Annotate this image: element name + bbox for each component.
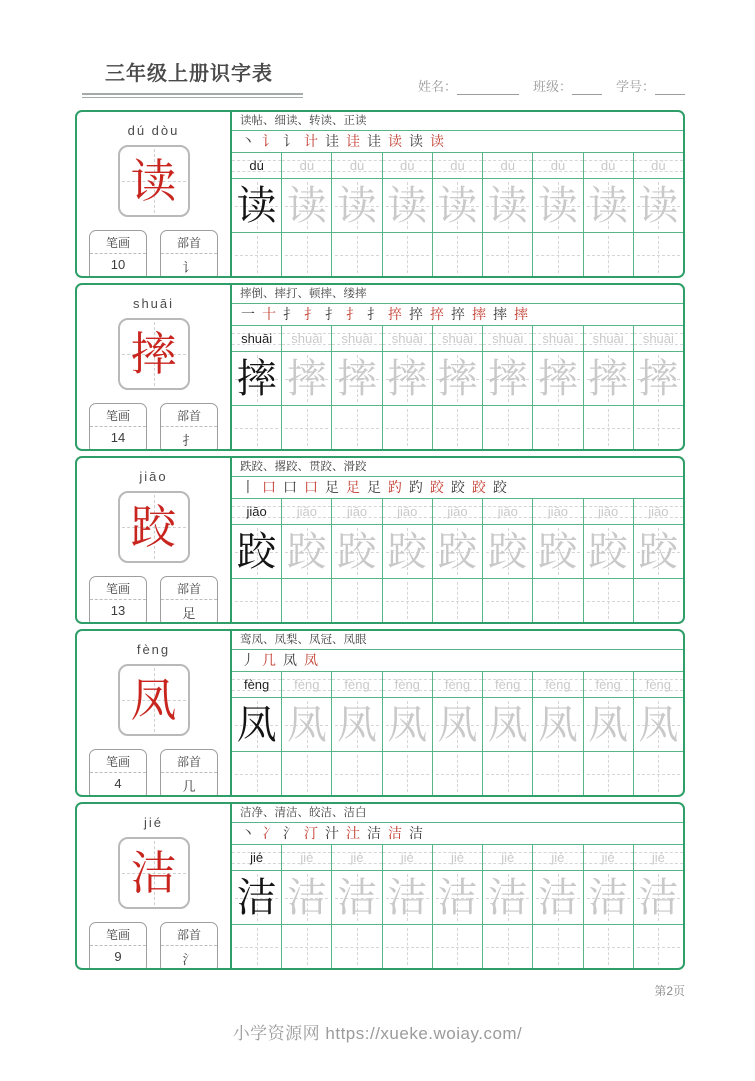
- stroke-count-value: 14: [110, 430, 126, 445]
- empty-writing-cell: [282, 233, 332, 276]
- stroke-step: 凤: [304, 652, 318, 669]
- empty-writing-cell: [383, 925, 433, 968]
- stroke-step: 口: [283, 479, 297, 496]
- character-trace-cell: 凤: [634, 698, 683, 751]
- character-trace-cell: 洁: [433, 871, 483, 924]
- character-trace-cell: 摔: [584, 352, 634, 405]
- character-model-cell: 摔: [232, 352, 282, 405]
- empty-writing-cell: [533, 752, 583, 795]
- stroke-order-row: [232, 823, 683, 845]
- radical-label: 部首: [161, 577, 217, 600]
- pinyin-trace-cell: dú: [383, 153, 433, 178]
- empty-practice-row: [232, 406, 683, 449]
- empty-practice-row: [232, 233, 683, 276]
- empty-writing-cell: [483, 233, 533, 276]
- stroke-step: 扌: [325, 306, 339, 323]
- empty-writing-cell: [584, 233, 634, 276]
- stroke-count-value: 13: [110, 603, 126, 618]
- page-header: [0, 0, 755, 110]
- stroke-step: 趵: [388, 479, 402, 496]
- stroke-step: 扌: [283, 306, 297, 323]
- pinyin-trace-cell: fèng: [383, 672, 433, 697]
- student-info-fields: [418, 76, 685, 95]
- stroke-count-value: 10: [110, 257, 126, 272]
- stroke-step: 冫: [262, 825, 276, 842]
- character-display-box: [118, 664, 190, 736]
- character-trace-cell: 读: [584, 179, 634, 232]
- empty-writing-cell: [433, 579, 483, 622]
- practice-grid: [230, 631, 683, 795]
- pinyin-model-cell: dú: [232, 153, 282, 178]
- stroke-order-row: [232, 477, 683, 499]
- stroke-count-box: [89, 749, 147, 797]
- pinyin-title: jiāo: [139, 469, 168, 484]
- stroke-step: 摔: [514, 306, 528, 323]
- stroke-step: 洁: [409, 825, 423, 842]
- radical-value: 讠: [182, 260, 196, 275]
- character-trace-cell: 跤: [533, 525, 583, 578]
- character-sections: [75, 110, 685, 970]
- student-id-blank-line: [655, 81, 685, 95]
- title-underline: [82, 93, 303, 98]
- character-practice-row: [232, 352, 683, 406]
- stroke-step: 捽: [409, 306, 423, 323]
- pinyin-practice-row: [232, 845, 683, 871]
- pinyin-trace-cell: jiāo: [433, 499, 483, 524]
- stroke-step: 丨: [241, 479, 255, 496]
- empty-writing-cell: [483, 925, 533, 968]
- empty-writing-cell: [584, 925, 634, 968]
- stroke-step: 扌: [304, 306, 318, 323]
- pinyin-trace-cell: jiāo: [332, 499, 382, 524]
- pinyin-trace-cell: shuāi: [433, 326, 483, 351]
- pinyin-trace-cell: fèng: [634, 672, 683, 697]
- empty-writing-cell: [232, 406, 282, 449]
- empty-writing-cell: [533, 233, 583, 276]
- character-trace-cell: 凤: [332, 698, 382, 751]
- stroke-step: 捽: [388, 306, 402, 323]
- character-trace-cell: 读: [332, 179, 382, 232]
- empty-writing-cell: [533, 925, 583, 968]
- empty-writing-cell: [533, 406, 583, 449]
- pinyin-trace-cell: jiāo: [634, 499, 683, 524]
- stroke-step: 摔: [493, 306, 507, 323]
- stroke-step: 计: [304, 133, 318, 150]
- character-trace-cell: 洁: [483, 871, 533, 924]
- stroke-step: 口: [304, 479, 318, 496]
- pinyin-trace-cell: jié: [433, 845, 483, 870]
- example-words: 读帖、细读、转读、正读: [232, 112, 683, 131]
- pinyin-model-cell: jiāo: [232, 499, 282, 524]
- empty-writing-cell: [282, 752, 332, 795]
- example-words: 洁净、清洁、皎洁、洁白: [232, 804, 683, 823]
- character-trace-cell: 摔: [383, 352, 433, 405]
- pinyin-trace-cell: fèng: [332, 672, 382, 697]
- class-label: 班级：: [532, 79, 572, 94]
- empty-writing-cell: [433, 233, 483, 276]
- stroke-step: 捽: [430, 306, 444, 323]
- pinyin-trace-cell: dú: [533, 153, 583, 178]
- meta-row: [77, 403, 230, 451]
- character-trace-cell: 洁: [584, 871, 634, 924]
- stroke-step: 汁: [325, 825, 339, 842]
- stroke-step: 扌: [346, 306, 360, 323]
- character-display-box: [118, 145, 190, 217]
- stroke-step: 洁: [367, 825, 381, 842]
- empty-practice-row: [232, 925, 683, 968]
- character-trace-cell: 凤: [533, 698, 583, 751]
- empty-writing-cell: [634, 233, 683, 276]
- main-character: 凤: [130, 673, 177, 727]
- empty-writing-cell: [332, 752, 382, 795]
- character-trace-cell: 读: [533, 179, 583, 232]
- pinyin-trace-cell: jié: [533, 845, 583, 870]
- stroke-step: 一: [241, 306, 255, 323]
- character-info-panel: [77, 458, 230, 622]
- radical-box: [160, 403, 218, 451]
- stroke-step: 讠: [262, 133, 276, 150]
- character-practice-row: [232, 179, 683, 233]
- stroke-order-row: [232, 304, 683, 326]
- stroke-step: 诖: [367, 133, 381, 150]
- radical-value: 氵: [182, 952, 196, 967]
- empty-writing-cell: [332, 233, 382, 276]
- pinyin-trace-cell: jiāo: [533, 499, 583, 524]
- stroke-step: 摔: [472, 306, 486, 323]
- practice-grid: [230, 285, 683, 449]
- character-display-box: [118, 837, 190, 909]
- character-trace-cell: 凤: [433, 698, 483, 751]
- stroke-step: 洁: [388, 825, 402, 842]
- pinyin-trace-cell: jié: [483, 845, 533, 870]
- empty-writing-cell: [232, 925, 282, 968]
- radical-value: 足: [182, 606, 196, 621]
- main-character: 洁: [130, 846, 177, 900]
- stroke-step: 丶: [241, 825, 255, 842]
- stroke-step: 扌: [367, 306, 381, 323]
- character-trace-cell: 摔: [533, 352, 583, 405]
- stroke-step: 跤: [430, 479, 444, 496]
- character-trace-cell: 洁: [533, 871, 583, 924]
- example-words: 摔倒、摔打、顿摔、缕摔: [232, 285, 683, 304]
- pinyin-trace-cell: jié: [282, 845, 332, 870]
- pinyin-trace-cell: jiāo: [383, 499, 433, 524]
- stroke-step: 丿: [241, 652, 255, 669]
- practice-grid: [230, 112, 683, 276]
- empty-writing-cell: [433, 752, 483, 795]
- pinyin-practice-row: [232, 672, 683, 698]
- stroke-step: 足: [325, 479, 339, 496]
- stroke-count-box: [89, 576, 147, 624]
- character-section: [75, 802, 685, 970]
- practice-grid: [230, 804, 683, 968]
- meta-row: [77, 576, 230, 624]
- stroke-step: 诖: [346, 133, 360, 150]
- stroke-count-label: 笔画: [90, 577, 146, 600]
- pinyin-trace-cell: shuāi: [634, 326, 683, 351]
- empty-writing-cell: [383, 406, 433, 449]
- empty-writing-cell: [332, 406, 382, 449]
- empty-writing-cell: [282, 925, 332, 968]
- name-blank-line: [457, 81, 519, 95]
- character-trace-cell: 摔: [483, 352, 533, 405]
- pinyin-practice-row: [232, 499, 683, 525]
- pinyin-model-cell: shuāi: [232, 326, 282, 351]
- stroke-step: 汀: [304, 825, 318, 842]
- radical-value: 扌: [182, 433, 196, 448]
- name-field: [418, 76, 519, 95]
- empty-writing-cell: [634, 925, 683, 968]
- character-trace-cell: 跤: [332, 525, 382, 578]
- stroke-step: 捽: [451, 306, 465, 323]
- character-practice-row: [232, 871, 683, 925]
- pinyin-trace-cell: shuāi: [282, 326, 332, 351]
- stroke-step: 读: [430, 133, 444, 150]
- pinyin-title: fèng: [136, 642, 171, 657]
- stroke-count-box: [89, 922, 147, 970]
- radical-box: [160, 922, 218, 970]
- pinyin-trace-cell: shuāi: [383, 326, 433, 351]
- stroke-count-label: 笔画: [90, 750, 146, 773]
- character-trace-cell: 读: [383, 179, 433, 232]
- empty-writing-cell: [232, 233, 282, 276]
- character-trace-cell: 凤: [483, 698, 533, 751]
- empty-writing-cell: [634, 752, 683, 795]
- character-trace-cell: 摔: [332, 352, 382, 405]
- character-trace-cell: 凤: [282, 698, 332, 751]
- pinyin-trace-cell: jiāo: [483, 499, 533, 524]
- stroke-step: 汢: [346, 825, 360, 842]
- radical-label: 部首: [161, 750, 217, 773]
- main-character: 跤: [130, 500, 177, 554]
- character-trace-cell: 洁: [383, 871, 433, 924]
- stroke-step: 足: [367, 479, 381, 496]
- character-trace-cell: 跤: [483, 525, 533, 578]
- stroke-count-label: 笔画: [90, 404, 146, 427]
- pinyin-model-cell: fèng: [232, 672, 282, 697]
- empty-writing-cell: [383, 579, 433, 622]
- stroke-count-label: 笔画: [90, 231, 146, 254]
- empty-writing-cell: [282, 579, 332, 622]
- meta-row: [77, 230, 230, 278]
- meta-row: [77, 749, 230, 797]
- pinyin-trace-cell: shuāi: [533, 326, 583, 351]
- example-words: 鸾凤、凤梨、凤冠、凤眼: [232, 631, 683, 650]
- pinyin-trace-cell: jiāo: [584, 499, 634, 524]
- character-section: [75, 629, 685, 797]
- empty-writing-cell: [483, 579, 533, 622]
- pinyin-trace-cell: fèng: [483, 672, 533, 697]
- pinyin-trace-cell: dú: [584, 153, 634, 178]
- empty-practice-row: [232, 752, 683, 795]
- stroke-count-box: [89, 230, 147, 278]
- empty-writing-cell: [584, 579, 634, 622]
- main-character: 读: [130, 154, 177, 208]
- character-trace-cell: 读: [433, 179, 483, 232]
- character-model-cell: 跤: [232, 525, 282, 578]
- character-section: [75, 456, 685, 624]
- radical-label: 部首: [161, 923, 217, 946]
- character-display-box: [118, 318, 190, 390]
- character-model-cell: 读: [232, 179, 282, 232]
- example-words: 跌跤、撂跤、贯跤、滑跤: [232, 458, 683, 477]
- class-blank-line: [572, 81, 602, 95]
- empty-writing-cell: [383, 233, 433, 276]
- radical-box: [160, 230, 218, 278]
- class-field: [533, 76, 602, 95]
- character-trace-cell: 洁: [282, 871, 332, 924]
- stroke-order-row: [232, 650, 683, 672]
- pinyin-trace-cell: dú: [282, 153, 332, 178]
- empty-writing-cell: [634, 406, 683, 449]
- stroke-step: 讠: [283, 133, 297, 150]
- character-trace-cell: 读: [282, 179, 332, 232]
- radical-value: 几: [182, 779, 196, 794]
- character-section: [75, 110, 685, 278]
- stroke-step: 凤: [283, 652, 297, 669]
- character-practice-row: [232, 698, 683, 752]
- character-model-cell: 凤: [232, 698, 282, 751]
- pinyin-trace-cell: jié: [332, 845, 382, 870]
- stroke-step: 读: [388, 133, 402, 150]
- stroke-step: 氵: [283, 825, 297, 842]
- stroke-step: 跤: [451, 479, 465, 496]
- pinyin-trace-cell: jié: [584, 845, 634, 870]
- character-info-panel: [77, 112, 230, 276]
- character-trace-cell: 跤: [282, 525, 332, 578]
- pinyin-title: dú dòu: [127, 123, 180, 138]
- stroke-step: 读: [409, 133, 423, 150]
- pinyin-trace-cell: dú: [433, 153, 483, 178]
- pinyin-trace-cell: shuāi: [332, 326, 382, 351]
- radical-label: 部首: [161, 404, 217, 427]
- character-trace-cell: 读: [634, 179, 683, 232]
- pinyin-trace-cell: shuāi: [584, 326, 634, 351]
- empty-writing-cell: [332, 579, 382, 622]
- character-trace-cell: 跤: [383, 525, 433, 578]
- empty-writing-cell: [533, 579, 583, 622]
- empty-writing-cell: [433, 925, 483, 968]
- pinyin-trace-cell: dú: [483, 153, 533, 178]
- stroke-count-value: 4: [114, 776, 122, 791]
- character-display-box: [118, 491, 190, 563]
- character-info-panel: [77, 631, 230, 795]
- empty-writing-cell: [584, 752, 634, 795]
- stroke-step: 十: [262, 306, 276, 323]
- character-trace-cell: 凤: [383, 698, 433, 751]
- practice-grid: [230, 458, 683, 622]
- empty-writing-cell: [483, 406, 533, 449]
- pinyin-trace-cell: jié: [634, 845, 683, 870]
- page-number: 第2页: [654, 984, 685, 998]
- pinyin-practice-row: [232, 326, 683, 352]
- empty-writing-cell: [282, 406, 332, 449]
- stroke-step: 足: [346, 479, 360, 496]
- stroke-step: 诖: [325, 133, 339, 150]
- empty-writing-cell: [483, 752, 533, 795]
- character-trace-cell: 跤: [634, 525, 683, 578]
- empty-writing-cell: [232, 752, 282, 795]
- empty-practice-row: [232, 579, 683, 622]
- character-trace-cell: 洁: [634, 871, 683, 924]
- stroke-step: 跤: [472, 479, 486, 496]
- source-site-line: 小学资源网 https://xueke.woiay.com/: [232, 1024, 523, 1043]
- empty-writing-cell: [433, 406, 483, 449]
- student-id-label: 学号：: [615, 79, 655, 94]
- pinyin-trace-cell: shuāi: [483, 326, 533, 351]
- stroke-step: 趵: [409, 479, 423, 496]
- character-trace-cell: 摔: [433, 352, 483, 405]
- page-title: 三年级上册识字表: [105, 63, 273, 85]
- character-trace-cell: 洁: [332, 871, 382, 924]
- pinyin-trace-cell: jiāo: [282, 499, 332, 524]
- pinyin-trace-cell: jié: [383, 845, 433, 870]
- character-info-panel: [77, 285, 230, 449]
- stroke-step: 跤: [493, 479, 507, 496]
- empty-writing-cell: [584, 406, 634, 449]
- character-practice-row: [232, 525, 683, 579]
- meta-row: [77, 922, 230, 970]
- pinyin-practice-row: [232, 153, 683, 179]
- pinyin-model-cell: jié: [232, 845, 282, 870]
- empty-writing-cell: [332, 925, 382, 968]
- pinyin-title: jié: [143, 815, 163, 830]
- empty-writing-cell: [232, 579, 282, 622]
- character-info-panel: [77, 804, 230, 968]
- radical-box: [160, 576, 218, 624]
- character-trace-cell: 跤: [433, 525, 483, 578]
- character-trace-cell: 凤: [584, 698, 634, 751]
- pinyin-title: shuāi: [132, 296, 175, 311]
- empty-writing-cell: [634, 579, 683, 622]
- name-label: 姓名：: [417, 79, 457, 94]
- pinyin-trace-cell: dú: [634, 153, 683, 178]
- stroke-step: 丶: [241, 133, 255, 150]
- radical-label: 部首: [161, 231, 217, 254]
- stroke-count-value: 9: [114, 949, 122, 964]
- character-trace-cell: 摔: [282, 352, 332, 405]
- pinyin-trace-cell: dú: [332, 153, 382, 178]
- pinyin-trace-cell: fèng: [433, 672, 483, 697]
- student-id-field: [616, 76, 685, 95]
- stroke-count-label: 笔画: [90, 923, 146, 946]
- pinyin-trace-cell: fèng: [533, 672, 583, 697]
- character-trace-cell: 跤: [584, 525, 634, 578]
- main-character: 摔: [130, 327, 177, 381]
- stroke-step: 口: [262, 479, 276, 496]
- character-trace-cell: 摔: [634, 352, 683, 405]
- empty-writing-cell: [383, 752, 433, 795]
- character-trace-cell: 读: [483, 179, 533, 232]
- character-section: [75, 283, 685, 451]
- pinyin-trace-cell: fèng: [584, 672, 634, 697]
- stroke-order-row: [232, 131, 683, 153]
- character-model-cell: 洁: [232, 871, 282, 924]
- radical-box: [160, 749, 218, 797]
- pinyin-trace-cell: fèng: [282, 672, 332, 697]
- stroke-count-box: [89, 403, 147, 451]
- stroke-step: 几: [262, 652, 276, 669]
